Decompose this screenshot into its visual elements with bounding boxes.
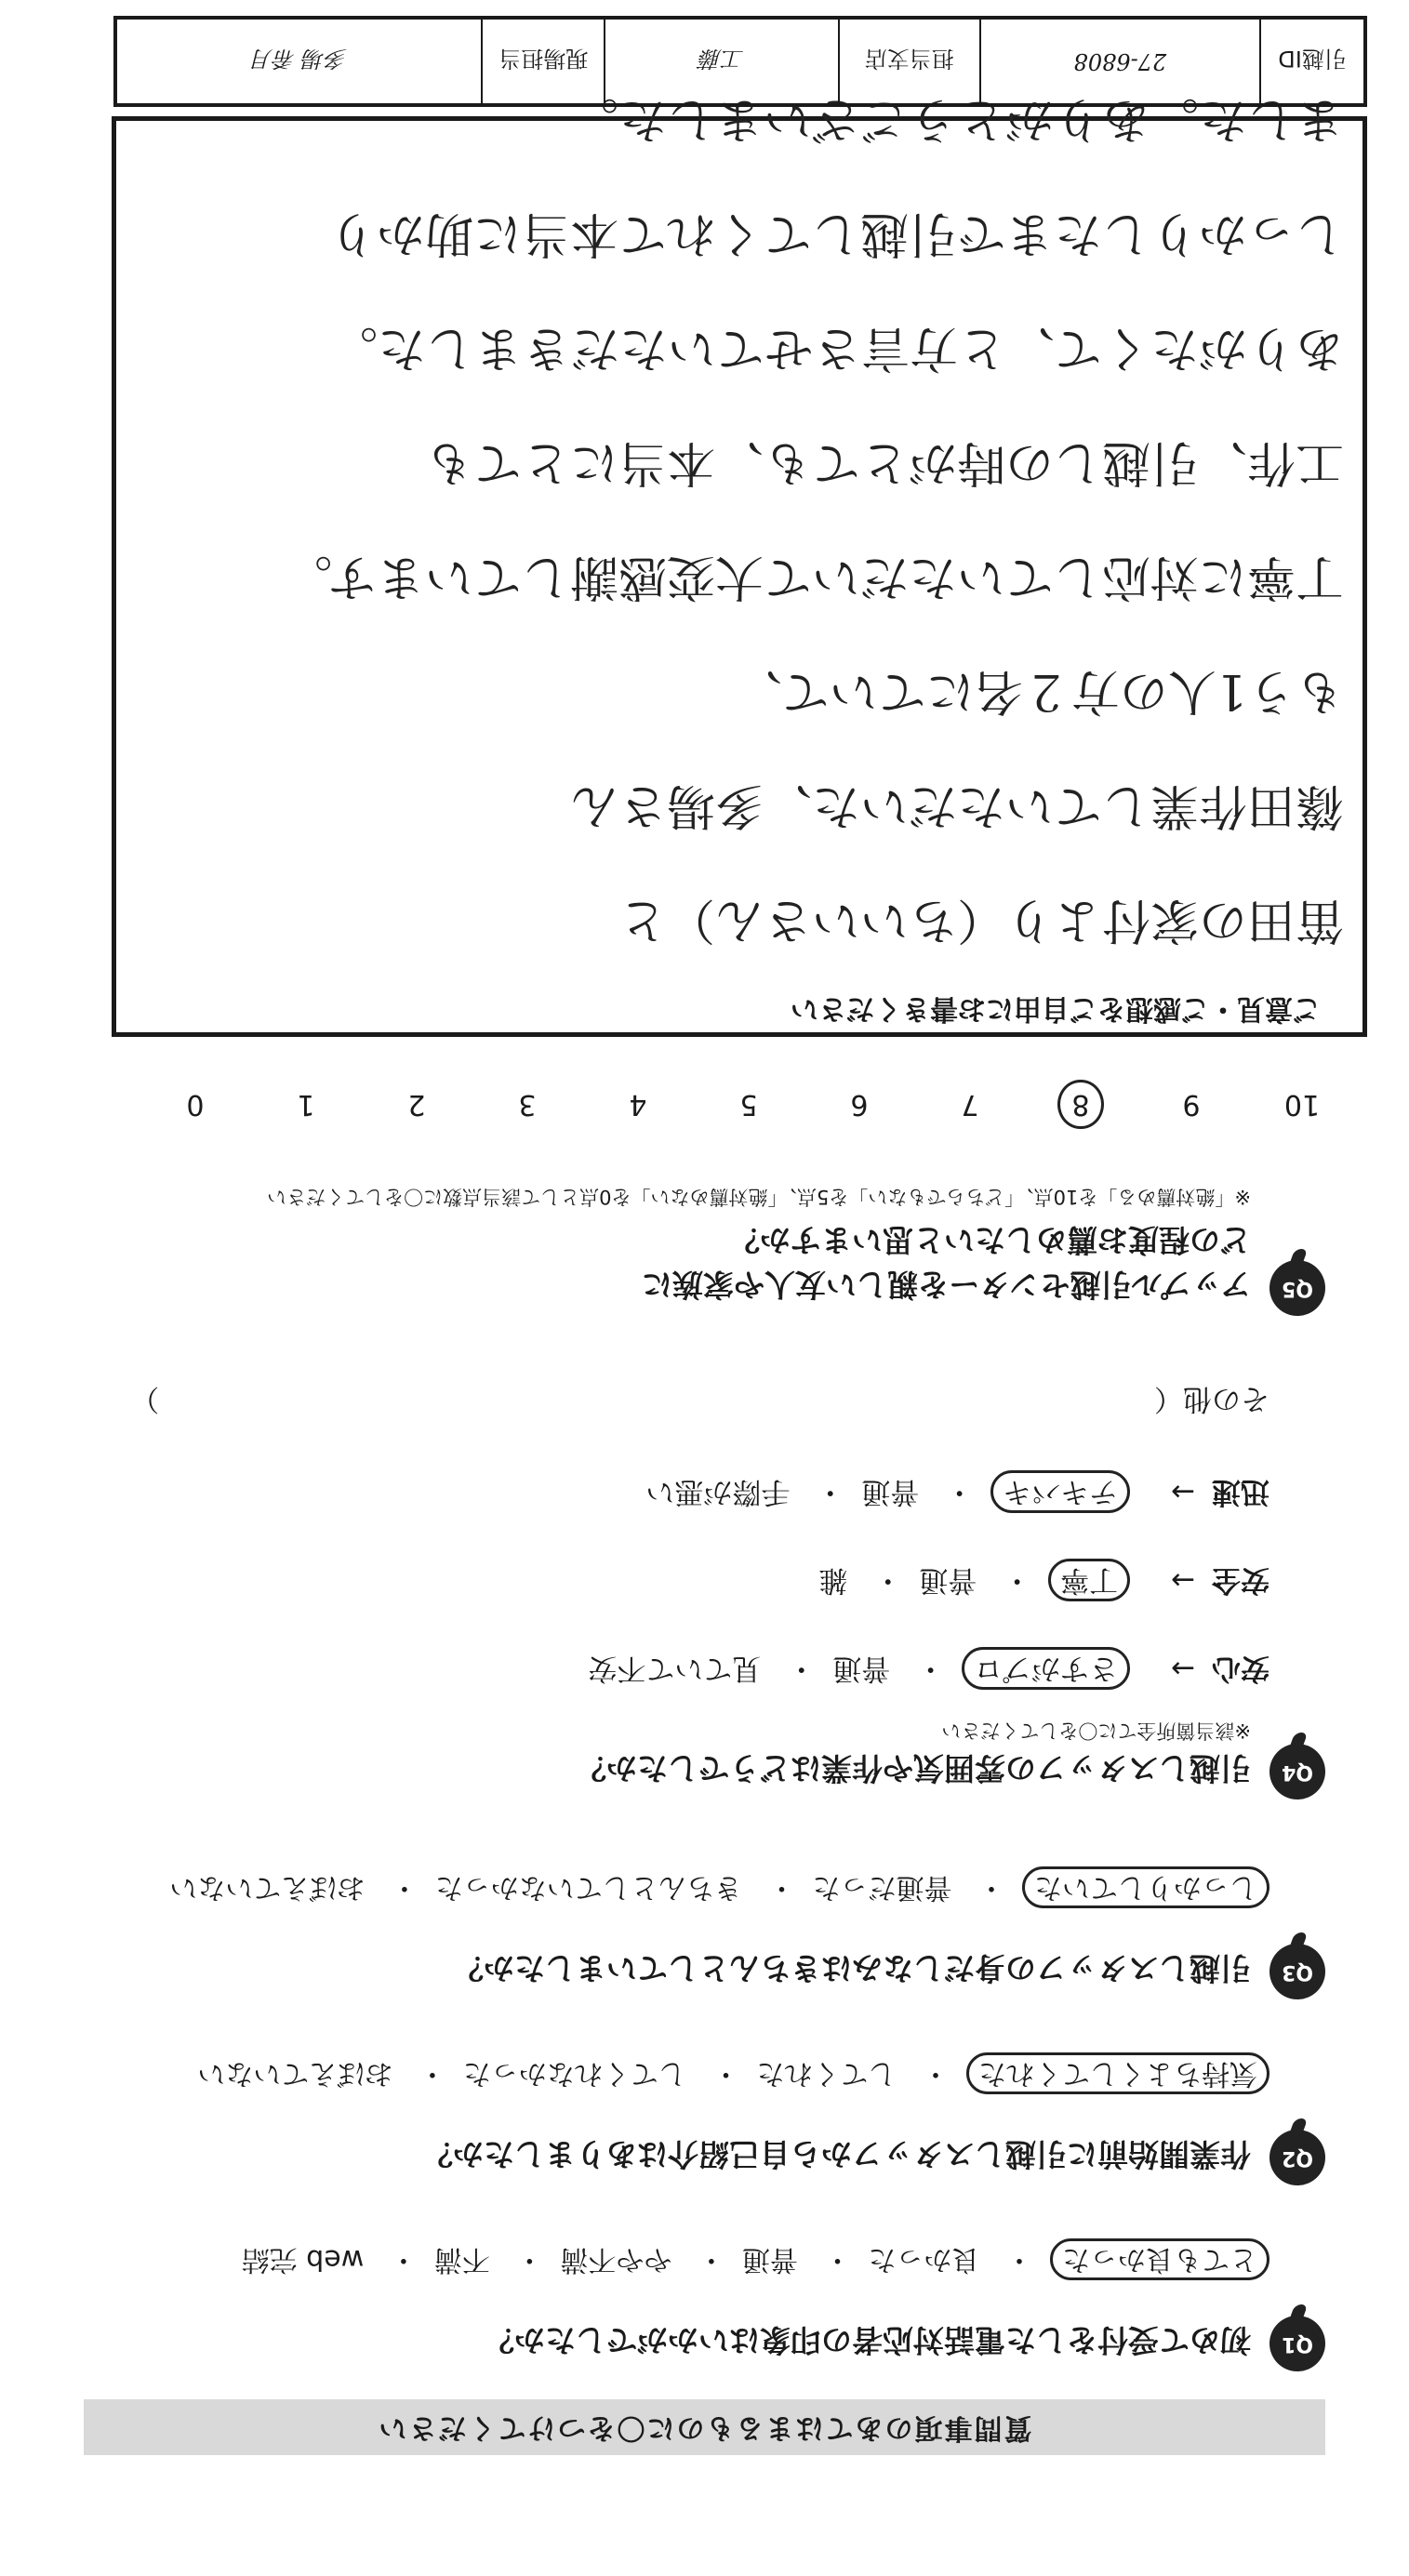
q4-row-jinsoku: 迅速→ テキパキ・ 普通・ 手際が悪い — [645, 1474, 1269, 1516]
score-8[interactable] — [1048, 1088, 1113, 1121]
q4-row0-option-0[interactable]: さすがプロ — [962, 1647, 1130, 1690]
comment-title: ご意見・ご感想をご自由にお書きください — [791, 992, 1321, 1025]
q4-row-label: 安心 — [1212, 1652, 1269, 1685]
q1-badge: Q1 — [1269, 2316, 1325, 2371]
q3-option-0[interactable]: しっかりしていた — [1022, 1866, 1269, 1908]
score-5[interactable]: 5 — [739, 1088, 758, 1121]
q4-row0-option-1[interactable]: 普通 — [832, 1652, 891, 1685]
q5-title-line1: アップル引越センターを親しい友人や家族に — [641, 1267, 1251, 1303]
score-1[interactable]: 1 — [297, 1088, 315, 1121]
q3-option-2[interactable]: きちんとしていなかった — [434, 1871, 742, 1904]
id-label: 引越ID — [1259, 20, 1363, 103]
q5-badge: Q5 — [1269, 1260, 1325, 1316]
lead-value[interactable]: 多場 希月 — [250, 46, 348, 73]
q4-row0-option-2[interactable]: 見ていて不安 — [588, 1652, 762, 1685]
branch-label: 担当支店 — [838, 20, 979, 103]
q1-title: 初めて受付をした電話対応者の印象はいかがでしたか？ — [484, 2322, 1251, 2358]
score-0[interactable]: 0 — [186, 1088, 205, 1121]
id-bar — [113, 16, 1367, 107]
score-9[interactable]: 9 — [1182, 1088, 1201, 1121]
instruction-banner: 質問事項のあてはまるものに〇をつけてください — [84, 2399, 1325, 2455]
q1-option-3[interactable]: やや不満 — [560, 2243, 672, 2276]
q4-other-label: その他（ — [1154, 1382, 1269, 1415]
q5-title-line2: どの程度お薦めしたいと思いますか？ — [729, 1222, 1251, 1258]
q4-row-label: 迅速 — [1212, 1475, 1269, 1508]
arrow-icon: → — [1171, 1475, 1195, 1508]
comment-line: しっかりしたまで引越してくれて本当に助かり — [327, 206, 1344, 261]
q4-row1-option-2[interactable]: 雑 — [818, 1563, 848, 1597]
comment-line: 篠田作業していただいた、多場さん — [569, 777, 1344, 833]
score-4[interactable]: 4 — [629, 1088, 647, 1121]
q1-option-2[interactable]: 普通 — [741, 2243, 798, 2276]
q2-options: 気持ちよくしてくれた・ してくれた・ してくれなかった・ おぼえていない — [197, 2056, 1269, 2097]
q4-row1-option-0[interactable]: 丁寧 — [1048, 1559, 1130, 1601]
q2-option-3[interactable]: おぼえていない — [197, 2057, 393, 2090]
q4-row1-option-1[interactable]: 普通 — [919, 1563, 977, 1597]
comment-line: ありがたくて、と方言させていただきました。 — [329, 320, 1344, 376]
arrow-icon: → — [1171, 1652, 1195, 1685]
q4-row-anshin: 安心→ さすがプロ・ 普通・ 見ていて不安 — [588, 1651, 1269, 1693]
id-value[interactable]: 27-6808 — [979, 20, 1260, 103]
comment-handwriting — [135, 61, 1344, 976]
branch-value[interactable]: 工藤 — [604, 20, 838, 103]
q4-row2-option-1[interactable]: 普通 — [861, 1475, 920, 1508]
q2-title: 作業開始前に引越しスタッフから自己紹介はありましたか？ — [422, 2136, 1251, 2172]
lead-label: 現場担当 — [481, 20, 604, 103]
q3-options: しっかりしていた・ 普通だった・ きちんとしていなかった・ おぼえていない — [169, 1870, 1269, 1911]
q5-score-scale — [163, 1088, 1335, 1121]
q2-option-0[interactable]: 気持ちよくしてくれた — [966, 2052, 1269, 2094]
q5-note: ※「絶対薦める」を10点、「どちらでもない」を5点、「絶対薦めない」を0点として該当点数に〇をしてください — [267, 1186, 1251, 1208]
q4-row2-option-0[interactable]: テキパキ — [990, 1470, 1130, 1513]
score-10[interactable]: 10 — [1283, 1088, 1321, 1121]
score-8-selected: 8 — [1057, 1080, 1103, 1129]
q3-badge: Q3 — [1269, 1944, 1325, 1999]
q2-option-1[interactable]: してくれた — [756, 2057, 897, 2090]
score-7[interactable]: 7 — [961, 1088, 979, 1121]
q1-option-0[interactable]: とても良かった — [1050, 2238, 1269, 2280]
q2-option-2[interactable]: してくれなかった — [462, 2057, 686, 2090]
q4-other-row — [98, 1381, 1269, 1423]
q1-option-4[interactable]: 不満 — [433, 2243, 490, 2276]
q3-title: 引越しスタッフの身だしなみはきちんとしていましたか？ — [453, 1950, 1251, 1986]
comment-line: 丁寧に対応していただいて大変感謝しています。 — [284, 549, 1344, 604]
comment-line: もう1人の方２名にていて、 — [733, 663, 1344, 719]
score-2[interactable]: 2 — [407, 1088, 426, 1121]
arrow-icon: → — [1171, 1563, 1195, 1597]
comment-line: ました。ありがとうございました。 — [569, 91, 1344, 147]
q4-row2-option-2[interactable]: 手際が悪い — [645, 1475, 791, 1508]
score-6[interactable]: 6 — [850, 1088, 869, 1121]
score-3[interactable]: 3 — [518, 1088, 537, 1121]
q3-option-3[interactable]: おぼえていない — [169, 1871, 366, 1904]
q4-title: 引越しスタッフの雰囲気や作業はどうでしたか？ — [576, 1750, 1251, 1786]
q4-badge: Q4 — [1269, 1744, 1325, 1799]
q4-other-close: ） — [130, 1382, 160, 1415]
comment-line: 工作、引越しの時がとても、本当にとても — [424, 434, 1344, 490]
q4-row-anzen: 安全→ 丁寧・ 普通・ 雑 — [818, 1562, 1269, 1604]
q4-row-label: 安全 — [1212, 1563, 1269, 1597]
q3-option-1[interactable]: 普通だった — [812, 1871, 952, 1904]
q1-option-1[interactable]: 良かった — [868, 2243, 980, 2276]
q4-note: ※該当箇所全てに〇をしてください — [941, 1720, 1251, 1742]
q1-options: とても良かった・ 良かった・ 普通・ やや不満・ 不満・ web 完結 — [242, 2242, 1269, 2283]
comment-line: 笛田の家付より（ちいいさん）と — [618, 892, 1344, 948]
q1-option-5[interactable]: web 完結 — [241, 2243, 365, 2276]
q2-badge: Q2 — [1269, 2130, 1325, 2185]
